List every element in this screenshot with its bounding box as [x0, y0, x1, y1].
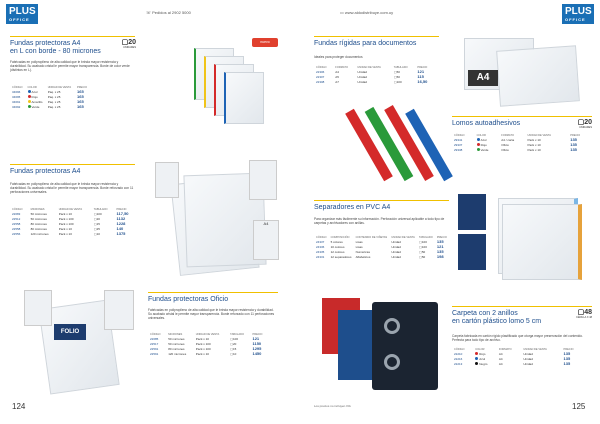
- cell-price: 121: [436, 244, 444, 249]
- color-swatch: [477, 138, 480, 141]
- color-label: Azul: [480, 137, 487, 142]
- title-line2: en L con borde - 80 micrones: [10, 48, 101, 55]
- section-title-carpeta: [452, 310, 567, 326]
- cell-code: 24331: [316, 254, 325, 259]
- th: MICRONES: [168, 333, 183, 336]
- th: UNIDAD DE VENTA: [527, 134, 551, 137]
- box-icon: ▢: [393, 79, 397, 84]
- tab-value: 10: [233, 351, 237, 356]
- cell-price: 198: [436, 254, 444, 259]
- headset-icon: ☏: [146, 10, 152, 15]
- section-title-rigidas: Fundas rígidas para documentos: [314, 40, 417, 47]
- cell-unit: Unidad: [523, 351, 533, 356]
- logo-main-right: PLUS: [565, 6, 592, 17]
- color-swatch: [475, 362, 478, 365]
- tab-value: 20: [96, 216, 100, 221]
- cell-code: 22591: [150, 351, 159, 356]
- qty-value: 20: [128, 39, 136, 46]
- package: [458, 234, 486, 270]
- box-icon: ▢: [419, 239, 422, 244]
- qty-value: 48: [584, 309, 592, 316]
- tab-value: 100: [421, 244, 427, 249]
- cell-unit: Unidad: [357, 74, 367, 79]
- box-icon: ▢: [393, 74, 397, 79]
- cell-microns: 120 micrones: [168, 351, 187, 356]
- cell-code: 34692: [12, 104, 21, 109]
- logo-sub-right: OFFICE: [565, 17, 586, 22]
- tab-value: 100: [396, 79, 402, 84]
- cell-microns: 120 micrones: [30, 231, 49, 236]
- th: CÓDIGO: [12, 86, 23, 89]
- table-row: [10, 231, 135, 236]
- box-icon: ▢: [419, 249, 422, 254]
- cell-code: 29341: [454, 137, 463, 142]
- logo-right: [562, 4, 594, 24]
- color-label: Azul: [479, 356, 486, 361]
- cell-unit: Pack x 100: [58, 221, 74, 226]
- cell-unit: Unidad: [357, 69, 367, 74]
- box-icon: ▢: [230, 341, 234, 346]
- tab-value: 50: [396, 74, 400, 79]
- color-label: Azul: [31, 89, 38, 94]
- table-fundas-l: [10, 86, 90, 109]
- table-carpeta: [452, 348, 582, 366]
- color-swatch: [28, 90, 31, 93]
- th: FORMATO: [335, 66, 348, 69]
- th: UNIDAD DE VENTA: [47, 86, 72, 89]
- sleeve: [496, 45, 580, 106]
- cell-format: A4: [498, 356, 503, 361]
- cell-color: [473, 361, 497, 366]
- color-swatch: [28, 95, 31, 98]
- cell-microns: 80 micrones: [168, 346, 185, 351]
- cell-price: 1132: [116, 216, 126, 221]
- table-row: [314, 254, 449, 259]
- section-title-separadores: Separadores en PVC A4: [314, 204, 391, 211]
- table-rigidas: [314, 66, 434, 84]
- divider: [10, 36, 135, 37]
- table-row: [314, 79, 434, 84]
- table-fundas-oficio: [148, 333, 268, 356]
- qty-label: CÉDULA X 48: [576, 316, 592, 319]
- cell-price: 121: [417, 69, 425, 74]
- cell-price: 135: [570, 137, 577, 142]
- box-icon: ▢: [393, 69, 397, 74]
- binder-ring: [384, 318, 400, 334]
- cell-unit: Pack x 10: [58, 231, 72, 236]
- cell-format: A4 / carta: [501, 137, 515, 142]
- box-icon: ▢: [230, 336, 234, 341]
- product-image-binder: [318, 292, 444, 396]
- cell-code: 22210: [454, 351, 463, 356]
- title-line1: Fundas protectoras A4: [10, 40, 81, 47]
- table-separadores: [314, 236, 449, 259]
- cell-microns: 50 micrones: [30, 211, 47, 216]
- product-image-rigid: [458, 34, 586, 114]
- web-line: [340, 10, 393, 15]
- cell-format: A5: [335, 74, 339, 79]
- monitor-icon: ▭: [340, 10, 344, 15]
- section-desc: Carpeta fabricada en cartón rígido plastificado que otorga mayor preservación del contenido. Perfecta para todo tipo de archivo.: [452, 334, 583, 342]
- cell-code: 22558: [12, 226, 21, 231]
- th: FORMATO: [501, 134, 515, 137]
- page-number-right: 125: [572, 402, 586, 411]
- cell-code: 22308: [316, 79, 325, 84]
- tab-value: 50: [421, 249, 426, 254]
- product-image-l-sleeves: [190, 34, 280, 134]
- cell-price: 135: [436, 239, 444, 244]
- divider-sheet: [502, 204, 582, 280]
- cell-price: 115: [417, 74, 424, 79]
- th: COLOR: [475, 348, 485, 351]
- cell-format: A4: [498, 351, 503, 356]
- th: PRECIO: [116, 208, 127, 211]
- th: CÓDIGO: [454, 134, 465, 137]
- cell-unit: Pack x 100: [58, 216, 74, 221]
- tab-value: 100: [233, 336, 239, 341]
- cell-code: 22512: [12, 216, 21, 221]
- box-icon: ▢: [93, 221, 97, 226]
- table-row: [452, 147, 590, 152]
- cell-price: 1375: [116, 231, 126, 236]
- cell-price: 135: [570, 147, 577, 152]
- table-header: [314, 236, 449, 239]
- product-image-separators: [456, 190, 588, 282]
- divider: [314, 36, 439, 37]
- th: CÓDIGO: [316, 236, 327, 239]
- th: PRECIO: [417, 66, 428, 69]
- section-desc: Ideales para proteger documentos: [314, 55, 363, 59]
- rigid-label: A4: [468, 70, 498, 86]
- sleeve: [224, 72, 264, 124]
- cell-unit: Paq. x 25: [47, 104, 61, 109]
- cell-code: 22683: [12, 211, 21, 216]
- logo-sub: OFFICE: [9, 17, 30, 22]
- cell-code: 22213: [454, 361, 463, 366]
- tab-value: 20: [233, 341, 237, 346]
- th: TABULADO: [393, 66, 408, 69]
- color-swatch: [475, 352, 478, 355]
- cell-unit: Unidad: [391, 254, 401, 259]
- cell-price: 135: [563, 351, 571, 356]
- cell-price: 1228: [116, 221, 126, 226]
- divider: [314, 200, 449, 201]
- cell-unit: Pack x 10: [195, 336, 209, 341]
- section-title-lomos: Lomos autoadhesivos: [452, 120, 521, 127]
- th: UNIDAD DE VENTA: [195, 333, 220, 336]
- cell-content: Lisas: [355, 244, 363, 249]
- cell-unit: Paq. x 25: [47, 94, 61, 99]
- tab-value: 10: [96, 231, 100, 236]
- qty-label: UNIDADES: [123, 46, 136, 49]
- cell-microns: 50 micrones: [168, 341, 185, 346]
- package: [24, 290, 52, 326]
- cell-tab: [392, 79, 416, 84]
- th: CÓDIGO: [316, 66, 327, 69]
- color-label: Verde: [480, 147, 489, 152]
- binder-ring: [384, 354, 400, 370]
- cell-format: A7: [335, 79, 339, 84]
- title-line1: Carpeta con 2 anillos: [452, 310, 518, 317]
- qty-badge: [562, 308, 592, 319]
- cell-format: A4: [498, 361, 503, 366]
- color-swatch: [477, 148, 480, 151]
- th: PRECIO: [570, 134, 581, 137]
- box-icon: ▢: [419, 244, 422, 249]
- cell-code: 22307: [316, 74, 325, 79]
- cell-code: 34695: [12, 94, 21, 99]
- th: PRECIO: [252, 333, 263, 336]
- tab-value: 100: [96, 211, 102, 216]
- cell-code: 22685: [150, 336, 159, 341]
- table-row: [452, 361, 582, 366]
- cell-code: 34691: [12, 99, 21, 104]
- product-image-lomos: [360, 100, 450, 190]
- th: COLOR: [27, 86, 37, 89]
- cell-unit: Unidad: [391, 244, 401, 249]
- cell-unit: Unidad: [391, 239, 401, 244]
- cell-unit: Pack x 10: [195, 351, 209, 356]
- th: COLOR: [476, 134, 486, 137]
- th: UNIDAD DE VENTA: [357, 66, 381, 69]
- section-title-fundas-l: [10, 40, 130, 56]
- cell-price: 135: [436, 249, 444, 254]
- cell-unit: Pack x 100: [195, 341, 211, 346]
- cell-unit: Unidad: [357, 79, 367, 84]
- binder-black: [372, 302, 438, 390]
- cell-format: A4: [335, 69, 339, 74]
- cell-price: 140: [116, 226, 124, 231]
- cell-microns: 50 micrones: [168, 336, 185, 341]
- th: TABULADO: [230, 333, 244, 336]
- logo-main: PLUS: [9, 6, 36, 17]
- cell-price: 165: [77, 99, 84, 104]
- cell-microns: 50 micrones: [30, 216, 47, 221]
- web-text: www.aldodistribuye.com.uy: [344, 10, 394, 15]
- th: UNIDAD DE VENTA: [523, 348, 547, 351]
- cell-code: 22558: [12, 221, 21, 226]
- color-label: Negro: [479, 361, 488, 366]
- th: TABULADO: [419, 236, 433, 239]
- cell-unit: Pack x 100: [195, 346, 211, 351]
- logo-left: [6, 4, 38, 24]
- box-icon: ▢: [93, 216, 97, 221]
- cell-format: Oficio: [501, 142, 509, 147]
- box-icon: ▢: [419, 254, 422, 259]
- product-image-sleeves: [145, 158, 285, 276]
- cell-unit: Pack x 10: [58, 211, 72, 216]
- cell-unit: Unidad: [523, 356, 533, 361]
- th: CÓDIGO: [150, 333, 161, 336]
- tab-value: 15: [233, 346, 237, 351]
- cell-tab: [228, 351, 250, 356]
- th: PRECIO: [436, 236, 447, 239]
- package: [249, 160, 277, 200]
- qty-value: 20: [584, 119, 592, 126]
- cell-comp: 10 colores: [330, 244, 345, 249]
- color-swatch: [475, 357, 478, 360]
- th: UNIDAD DE VENTA: [391, 236, 415, 239]
- cell-microns: 80 micrones: [30, 221, 47, 226]
- cell-price: 135: [563, 361, 571, 366]
- cell-price: 135: [563, 356, 571, 361]
- color-swatch: [28, 100, 31, 103]
- cell-code: 24335: [316, 249, 325, 254]
- phone-text: Pedidos al 2902 5000: [152, 10, 191, 15]
- cell-unit: Unidad: [523, 361, 533, 366]
- cell-price: 117,50: [116, 211, 129, 216]
- color-swatch: [28, 105, 31, 108]
- section-desc: Fabricadas en polipropileno de alta calidad que le brinda mayor resistencia y durabilidad. Su acabado cristal le permite mayor transparencia. Borde reforzado con 11 perforaciones universales.: [148, 308, 275, 320]
- divider: [148, 292, 278, 293]
- box-icon: ▢: [93, 211, 97, 216]
- box-icon: ▢: [230, 351, 234, 356]
- color-swatch: [477, 143, 480, 146]
- cell-unit: Unidad: [391, 249, 401, 254]
- color-label: Amarillo: [31, 99, 43, 104]
- tab-value: 25: [96, 226, 100, 231]
- box-icon: ▢: [93, 226, 97, 231]
- cell-color: [475, 147, 500, 152]
- cell-price: 1450: [252, 351, 262, 356]
- cell-color: [26, 104, 46, 109]
- th: COMPOSICIÓN: [330, 236, 350, 239]
- tab-value: 15: [96, 221, 100, 226]
- tab-value: 50: [396, 69, 400, 74]
- divider: [10, 164, 135, 165]
- package: [458, 194, 486, 230]
- folio-label: FOLIO: [54, 324, 86, 340]
- cell-code: 22517: [150, 341, 159, 346]
- box-icon: ▢: [577, 119, 585, 126]
- table-lomos: [452, 134, 590, 152]
- package: [104, 290, 134, 330]
- cell-format: Oficio: [501, 147, 509, 152]
- cell-unit: Pack x 10: [58, 226, 72, 231]
- title-line2: en cartón plástico lomo 5 cm: [452, 318, 542, 325]
- cell-code: 24337: [316, 239, 325, 244]
- cell-price: 121: [252, 336, 260, 341]
- divider: [452, 116, 592, 117]
- cell-price: 16,50: [417, 79, 428, 84]
- footer-note: Los precios no incluyen IVA: [314, 404, 351, 408]
- section-desc: Fabricadas en polipropileno de alta calidad que le brinda mayor resistencia y durabilidad. Su acabado cristal le permite mayor transparencia. Borde reforzado con 11 perforaciones universales.: [10, 182, 134, 194]
- color-label: Rojo: [31, 94, 38, 99]
- phone-line: [146, 10, 191, 15]
- table-row: [10, 104, 90, 109]
- cell-content: Alfabéticos: [355, 254, 371, 259]
- cell-price: 165: [77, 104, 84, 109]
- section-desc: Fabricadas en polipropileno de alta calidad que le brinda mayor resistencia y durabilidad. Su acabado cristal le permite mayor transparencia. Borde de color verde (distintos en L).: [10, 60, 130, 72]
- cell-price: 135: [570, 142, 577, 147]
- package: A4: [253, 220, 279, 260]
- cell-content: Numéricas: [355, 249, 370, 254]
- color-label: Verde: [31, 104, 40, 109]
- th: MICRONES: [30, 208, 45, 211]
- cell-code: 34696: [12, 89, 21, 94]
- section-title-fundas-a4: Fundas protectoras A4: [10, 168, 81, 175]
- color-label: Rojo: [479, 351, 486, 356]
- section-desc: Para organizar más fácilmente su información. Perforación universal aplicable a todo tipo de carpetas y archivadores con anillas.: [314, 217, 445, 225]
- cell-comp: 12 separadores: [330, 254, 352, 259]
- th: TABULADO: [93, 208, 108, 211]
- cell-unit: Paq. x 25: [47, 99, 61, 104]
- cell-content: Lisas: [355, 239, 363, 244]
- cell-tab: [417, 254, 435, 259]
- qty-badge: [568, 118, 592, 129]
- cell-code: 22591: [150, 346, 159, 351]
- tab-value: 100: [421, 239, 427, 244]
- cell-unit: Pack x 10: [527, 142, 541, 147]
- cell-code: 22306: [316, 69, 325, 74]
- box-icon: ▢: [121, 39, 129, 46]
- product-image-folio: [10, 288, 142, 396]
- package: [155, 162, 179, 198]
- th: CÓDIGO: [454, 348, 465, 351]
- box-icon: ▢: [93, 231, 97, 236]
- th: UNIDAD DE VENTA: [58, 208, 83, 211]
- section-title-fundas-oficio: Fundas protectoras Oficio: [148, 296, 229, 303]
- table-fundas-a4: [10, 208, 135, 236]
- new-badge: nuevo: [252, 38, 278, 47]
- cell-microns: 80 micrones: [30, 226, 47, 231]
- cell-code: 29337: [454, 142, 463, 147]
- cell-code: 22216: [454, 356, 463, 361]
- cell-code: 29338: [454, 147, 463, 152]
- tab-value: 50: [421, 254, 426, 259]
- cell-unit: Paq. x 25: [47, 89, 61, 94]
- th: PRECIO: [563, 348, 574, 351]
- cell-code: 22556: [12, 231, 21, 236]
- box-icon: ▢: [577, 309, 585, 316]
- th: CONTENIDO DE VIÑETAS: [355, 236, 388, 239]
- cell-price: 1150: [252, 341, 262, 346]
- box-icon: ▢: [230, 346, 234, 351]
- th: PRECIO: [77, 86, 87, 89]
- cell-unit: Pack x 10: [527, 137, 541, 142]
- cell-unit: Pack x 10: [527, 147, 541, 152]
- divider: [452, 306, 592, 307]
- color-label: Rojo: [480, 142, 487, 147]
- cell-tab: [92, 231, 115, 236]
- th: FORMATO: [498, 348, 512, 351]
- cell-price: 165: [77, 94, 84, 99]
- cell-price: 1295: [252, 346, 262, 351]
- cell-comp: 12 colores: [330, 249, 345, 254]
- page-number-left: 124: [12, 402, 26, 411]
- cell-comp: 5 colores: [330, 239, 343, 244]
- qty-badge: [114, 38, 136, 49]
- cell-price: 165: [77, 89, 84, 94]
- th: CÓDIGO: [12, 208, 23, 211]
- table-row: [148, 351, 268, 356]
- qty-label: UNIDADES: [579, 126, 592, 129]
- cell-code: 24336: [316, 244, 325, 249]
